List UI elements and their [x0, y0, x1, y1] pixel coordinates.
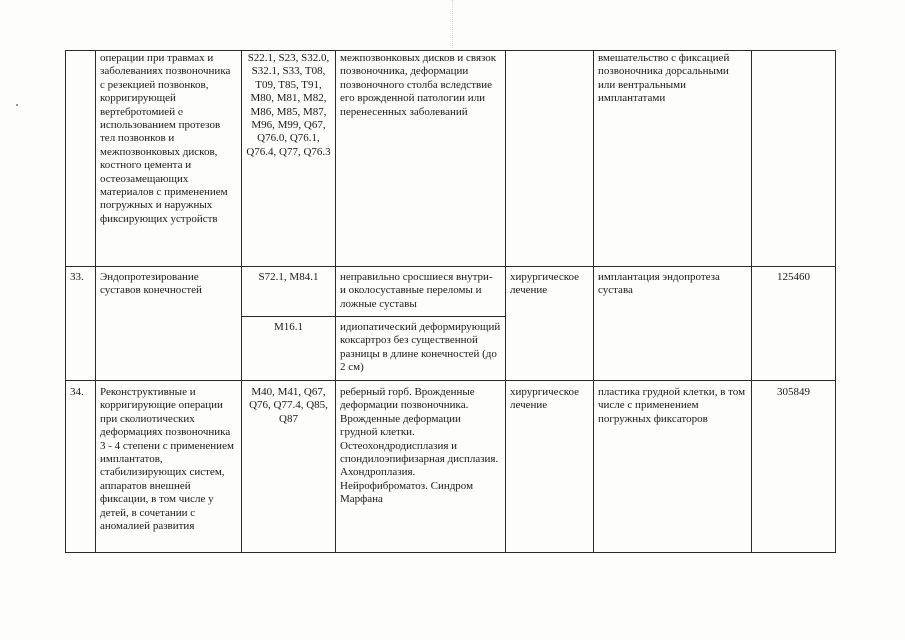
procedure-name: операции при травмах и заболеваниях позвоночника с резекцией позвонков, корригирующей вертебротомией с использованием протезов тел позвонков и межпозвонковых дисков, костного цемента и остеозамещающих материалов с применением погружных и наружных фиксирующих устройств [96, 51, 242, 267]
scan-speck [16, 104, 18, 106]
icd-codes: M40, M41, Q67, Q76, Q77.4, Q85, Q87 [242, 381, 336, 553]
scan-fold-line [452, 0, 454, 48]
patient-model: реберный горб. Врожденные деформации позвоночника. Врожденные деформации грудной клетки. Остеохондродисплазия и спондилоэпифизарная дисплазия. Ахондроплазия. Нейрофиброматоз. Синдром Марфана [336, 381, 506, 553]
row-number: 34. [66, 381, 96, 553]
icd-codes: S22.1, S23, S32.0, S32.1, S33, T08, T09, T85, T91, M80, M81, M82, M86, M85, M87, M96, M99, Q67, Q76.0, Q76.1, Q76.4, Q77, Q76.3 [242, 51, 336, 267]
procedure-name: Реконструктивные и корригирующие операции при сколиотических деформациях позвоночника 3 - 4 степени с применением имплантатов, стабилизирующих систем, аппаратов внешней фиксации, в том числе у детей, в сочетании с аномалией развития [96, 381, 242, 553]
table-row [66, 267, 836, 317]
row-number: 33. [66, 267, 96, 381]
treatment-type: хирургическое лечение [506, 381, 594, 553]
icd-codes: S72.1, M84.1 [242, 267, 336, 317]
treatment-type: хирургическое лечение [506, 267, 594, 381]
patient-model: идиопатический деформирующий коксартроз без существенной разницы в длине конечностей (до 2 см) [336, 317, 506, 381]
standard-cost: 125460 [752, 267, 836, 381]
standard-cost [752, 51, 836, 267]
medical-procedures-table [65, 50, 836, 553]
icd-codes: M16.1 [242, 317, 336, 381]
table-row [66, 381, 836, 553]
row-number [66, 51, 96, 267]
table-row [66, 51, 836, 267]
treatment-method: пластика грудной клетки, в том числе с применением погружных фиксаторов [594, 381, 752, 553]
treatment-method: вмешательство с фиксацией позвоночника дорсальными или вентральными имплантатами [594, 51, 752, 267]
treatment-type [506, 51, 594, 267]
procedure-name: Эндопротезирование суставов конечностей [96, 267, 242, 381]
patient-model: неправильно сросшиеся внутри- и околосуставные переломы и ложные суставы [336, 267, 506, 317]
standard-cost: 305849 [752, 381, 836, 553]
patient-model: межпозвонковых дисков и связок позвоночника, деформации позвоночного столба вследствие его врожденной патологии или перенесенных заболеваний [336, 51, 506, 267]
treatment-method: имплантация эндопротеза сустава [594, 267, 752, 381]
